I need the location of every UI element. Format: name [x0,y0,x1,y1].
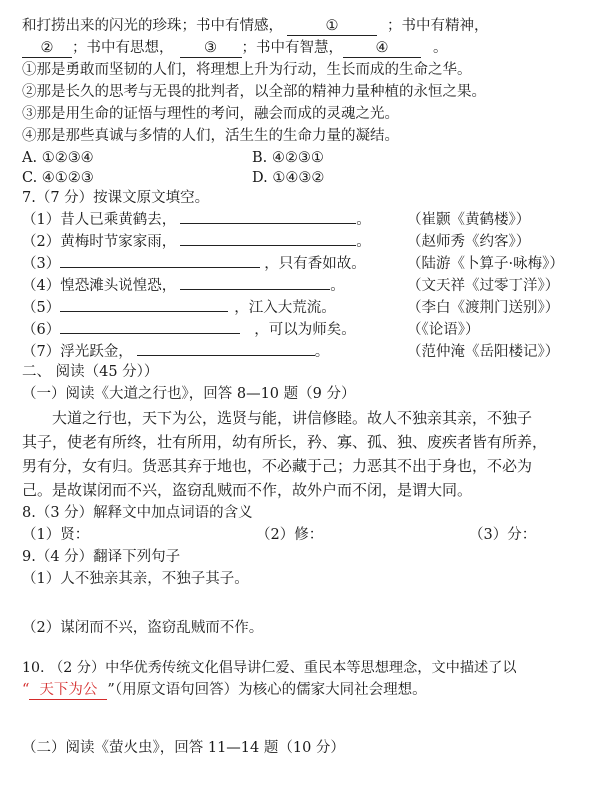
q7-item-6 [22,320,480,340]
q7-item-post: 。 [314,344,330,360]
q10-line-1: 10. （2 分）中华优秀传统文化倡导讲仁爱、重民本等思想理念，文中描述了以 [22,660,517,676]
q7-item-2 [22,232,531,252]
passage-line-4: 己。是故谋闭而不兴，盗窃乱贼而不作，故外户而不闭，是谓大同。 [22,481,473,499]
q6-line1-text: 和打捞出来的闪光的珍珠；书中有情感， [22,18,283,34]
section-2-title: 二、 阅读（45 分）） [22,364,159,380]
q7-answer-blank[interactable] [60,311,228,312]
q6-item-1: ①那是勇敢而坚韧的人们，将理想上升为行动，生长而成的生命之华。 [22,62,472,78]
q10-quote-close: ” [107,682,115,698]
q7-item-source: （李白《渡荆门送别》） [407,300,560,316]
q7-item-num: （6） [22,322,61,338]
q7-item-num: （1） [22,212,61,228]
q7-item-num: （3） [22,256,61,272]
q9-item-1: （1）人不独亲其亲，不独子其子。 [22,571,249,587]
q7-item-source: （赵师秀《约客》） [407,234,531,250]
q8-item-2: （2）修： [256,527,324,543]
q7-item-post: 。 [330,278,345,294]
q7-item-post: ，只有香如故。 [264,256,366,272]
q6-item-3: ③那是用生命的证悟与理性的考问，融会而成的灵魂之光。 [22,106,399,122]
option-c[interactable]: C. ④①②③ [22,170,94,186]
q7-item-7 [22,342,560,362]
option-d[interactable]: D. ①④③② [252,170,325,186]
option-b[interactable]: B. ④②③① [252,150,324,166]
q7-item-source: （文天祥《过零丁洋》） [407,278,560,294]
option-a[interactable]: A. ①②③④ [22,150,94,166]
q7-item-num: （5） [22,300,61,316]
passage-line-2: 其子，使老有所终，壮有所用，幼有所长，矜、寡、孤、独、废疾者皆有所养， [22,433,548,451]
q7-item-source: （《论语》） [407,322,480,338]
q10-quote-open: “ [22,682,30,698]
q9-item-2: （2）谋闭而不兴，盗窃乱贼而不作。 [22,620,264,636]
q8-item-3: （3）分： [469,527,537,543]
q6-blank-3[interactable]: ③ [180,39,242,58]
passage-line-3: 男有分，女有归。货恶其弃于地也，不必藏于己；力恶其不出于身也，不必为 [22,457,533,475]
q7-item-3 [22,254,564,274]
q7-answer-blank[interactable] [180,245,356,246]
q7-answer-blank[interactable] [60,267,260,268]
q6-line2-end: 。 [433,40,448,56]
q7-item-4 [22,276,560,296]
q8-answers [22,525,537,545]
q7-item-post: 。 [356,234,371,250]
q6-item-2: ②那是长久的思考与无畏的批判者，以全部的精神力量种植的永恒之果。 [22,84,486,100]
q7-item-num: （2） [22,234,61,250]
q7-item-source: （崔颢《黄鹤楼》） [407,212,531,228]
q6-options-row1 [22,148,324,168]
q8-title: 8.（3 分）解释文中加点词语的含义 [22,505,253,521]
passage-line-1: 大道之行也，天下为公，选贤与能，讲信修睦。故人不独亲其亲，不独子 [52,409,533,427]
q7-item-post: ，江入大荒流。 [234,300,336,316]
q10-answer[interactable]: 天下为公 [29,681,107,700]
q9-title: 9.（4 分）翻译下列句子 [22,549,181,565]
part-1-title: （一）阅读《大道之行也》，回答 8—10 题（9 分） [22,386,356,402]
q7-item-num: （4） [22,278,61,294]
q6-line2-b: ；书中有智慧， [241,40,343,56]
q6-blank-1[interactable]: ① [287,17,377,36]
q7-item-source: （陆游《卜算子·咏梅》） [407,256,564,272]
q7-item-pre: 浮光跃金， [60,344,133,360]
q7-answer-blank[interactable] [137,355,315,356]
q7-answer-blank[interactable] [60,333,240,334]
q7-title: 7.（7 分）按课文原文填空。 [22,190,210,206]
q7-item-pre: 昔人已乘黄鹤去， [60,212,177,228]
q7-item-post: ，可以为师矣。 [254,322,356,338]
q7-item-post: 。 [356,212,371,228]
q6-line1-mid: ；书中有精神， [387,18,489,34]
q7-answer-blank[interactable] [180,289,330,290]
q6-options-row2 [22,168,325,188]
q10-line-2-text: （用原文语句回答）为核心的儒家大同社会理想。 [114,682,427,698]
q10-line-2 [22,680,427,700]
q6-line2-a: ；书中有思想， [72,40,174,56]
q6-blank-2[interactable]: ② [22,39,72,58]
q7-item-pre: 黄梅时节家家雨， [60,234,177,250]
q6-item-4: ④那是那些真诚与多情的人们，活生生的生命力量的凝结。 [22,128,399,144]
part-2-title: （二）阅读《萤火虫》，回答 11—14 题（10 分） [22,740,345,756]
q6-line2 [22,38,448,58]
q8-item-1: （1）贤： [22,527,90,543]
q7-answer-blank[interactable] [180,223,356,224]
q6-line1 [22,16,489,36]
q7-item-5 [22,298,560,318]
q7-item-pre: 惶恐滩头说惶恐， [60,278,177,294]
q7-item-1 [22,210,531,230]
q7-item-num: （7） [22,344,61,360]
q7-item-source: （范仲淹《岳阳楼记》） [407,344,560,360]
q6-blank-4[interactable]: ④ [343,39,421,58]
